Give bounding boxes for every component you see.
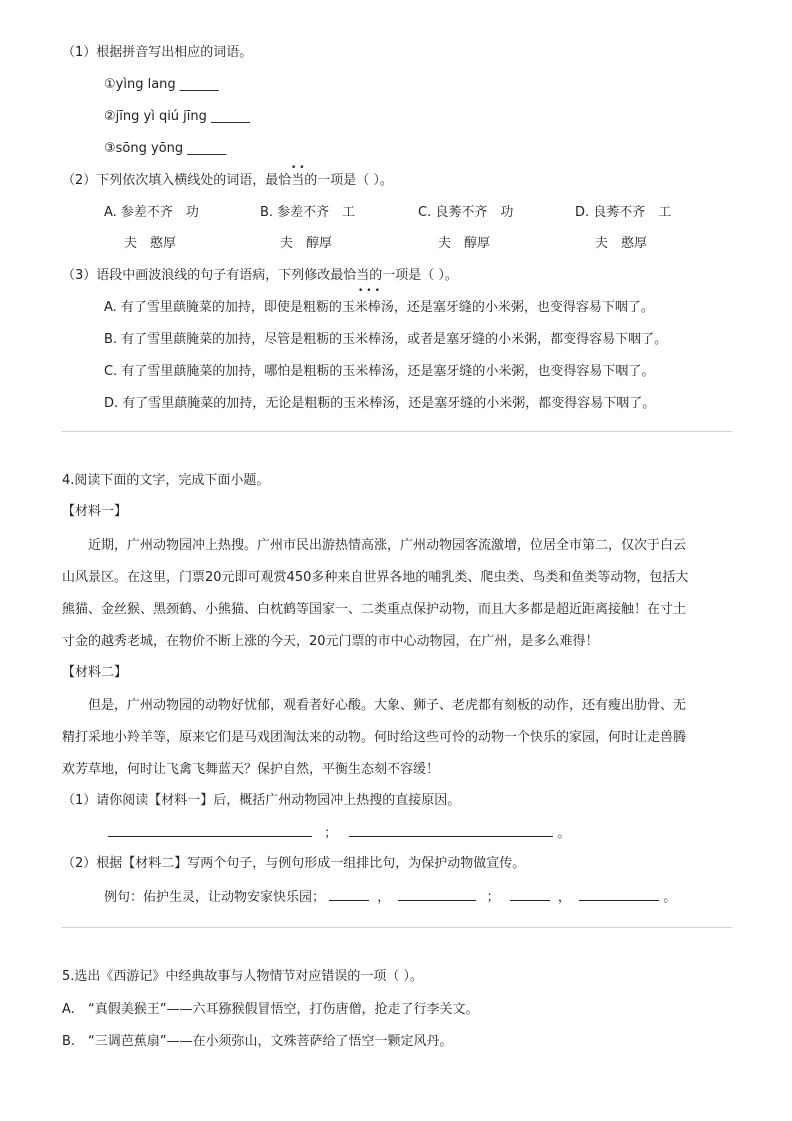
q3-p1-item-1: ①yìng lang ______: [104, 77, 219, 92]
semicolon: ；: [486, 890, 500, 905]
answer-blank[interactable]: [579, 887, 659, 901]
separator: ；: [324, 826, 338, 841]
q4-material-1-line: 山风景区。在这里，门票20元即可观赏450多种来自世界各地的哺乳类、爬虫类、鸟类和鱼类等动物，包括大: [62, 570, 689, 585]
q3-p3-option-d[interactable]: D. 有了雪里蕻腌菜的加持，无论是粗粝的玉米棒汤，还是塞牙缝的小米粥，都变得容易下咽了。: [104, 396, 656, 411]
answer-blank[interactable]: [398, 887, 476, 901]
q4-material-1-label: 【材料一】: [62, 504, 128, 519]
q3-p2-option-a-cont: 夫 憨厚: [124, 236, 177, 251]
q3-p2-option-d-cont: 夫 憨厚: [595, 236, 648, 251]
q3-p1-stem: （1）根据拼音写出相应的词语。: [62, 45, 253, 60]
q4-sub1-answer-line: [108, 823, 570, 843]
q3-p2-option-c-cont: 夫 醇厚: [438, 236, 491, 251]
q3-p2-option-d[interactable]: D. 良莠不齐 工: [575, 205, 672, 220]
comma: ，: [557, 890, 571, 905]
q4-material-1-line: 寸金的越秀老城，在物价不断上涨的今天，20元门票的市中心动物园，在广州，是多么难得！: [62, 634, 599, 649]
q4-material-2-line: 精打采地小羚羊等，原来它们是马戏团淘汰来的动物。何时给这些可怜的动物一个快乐的家园，何时让走兽腾: [62, 730, 687, 745]
q3-p3-option-a[interactable]: A. 有了雪里蕻腌菜的加持，即使是粗粝的玉米棒汤，还是塞牙缝的小米粥，也变得容易下咽了。: [104, 300, 654, 315]
option-letter: A.: [62, 1002, 75, 1017]
option-text: “真假美猴王”——六耳猕猴假冒悟空，打伤唐僧，抢走了行李关文。: [88, 1002, 479, 1017]
q3-p1-item-2: ②jīng yì qiú jīng ______: [104, 109, 251, 124]
q3-p2-stem: （2）下列依次填入横线处的词语，最恰当的一项是（ ）。: [62, 173, 393, 188]
q4-material-1-line: 近期，广州动物园冲上热搜。广州市民出游热情高涨，广州动物园客流激增，位居全市第二，仅次于白云: [88, 538, 687, 553]
q3-p3-stem: （3）语段中画波浪线的句子有语病，下列修改最恰当的一项是（ ）。: [62, 268, 458, 283]
emphasis-dots: •••: [358, 286, 383, 296]
option-text: “三调芭蕉扇”——在小须弥山，文殊菩萨给了悟空一颗定风丹。: [88, 1034, 453, 1049]
q3-p2-option-b-cont: 夫 醇厚: [280, 236, 333, 251]
comma: ，: [377, 890, 391, 905]
q3-p2-option-b[interactable]: B. 参差不齐 工: [260, 205, 356, 220]
q5-option-b[interactable]: [62, 1033, 452, 1051]
q3-p3-option-b[interactable]: B. 有了雪里蕻腌菜的加持，尽管是粗粝的玉米棒汤，或者是塞牙缝的小米粥，都变得容易下咽了。: [104, 332, 668, 347]
q3-p3-option-c[interactable]: C. 有了雪里蕻腌菜的加持，哪怕是粗粝的玉米棒汤，还是塞牙缝的小米粥，也变得容易下咽了。: [104, 364, 655, 379]
answer-blank[interactable]: [510, 887, 550, 901]
answer-blank[interactable]: [108, 823, 312, 837]
q3-p2-option-c[interactable]: C. 良莠不齐 功: [418, 205, 514, 220]
q4-sub2-example-line: [104, 887, 676, 907]
answer-blank[interactable]: [349, 823, 553, 837]
q4-material-2-line: 但是，广州动物园的动物好忧郁，观看者好心酸。大象、狮子、老虎都有刻板的动作，还有瘦出肋骨、无: [88, 698, 687, 713]
option-letter: B.: [62, 1034, 76, 1049]
example-sentence: 例句：佑护生灵，让动物安家快乐园；: [104, 890, 326, 905]
period: 。: [557, 826, 571, 841]
q5-title: 5.选出《西游记》中经典故事与人物情节对应错误的一项（ ）。: [62, 969, 424, 984]
q4-title: 4.阅读下面的文字，完成下面小题。: [62, 473, 270, 488]
q4-material-2-label: 【材料二】: [62, 665, 128, 680]
period: 。: [663, 890, 677, 905]
q4-sub2-stem: （2）根据【材料二】写两个句子，与例句形成一组排比句，为保护动物做宣传。: [62, 856, 526, 871]
q4-material-2-line: 欢芳草地，何时让飞禽飞舞蓝天？保护自然，平衡生态刻不容缓！: [62, 762, 440, 777]
divider: [62, 431, 732, 432]
q4-sub1-stem: （1）请你阅读【材料一】后，概括广州动物园冲上热搜的直接原因。: [62, 793, 461, 808]
divider: [62, 927, 732, 928]
answer-blank[interactable]: [329, 887, 369, 901]
q5-option-a[interactable]: [62, 1001, 478, 1019]
q3-p2-option-a[interactable]: A. 参差不齐 功: [104, 205, 199, 220]
q4-material-1-line: 熊猫、金丝猴、黑颈鹤、小熊猫、白枕鹤等国家一、二类重点保护动物，而且大多都是超近距离接触！在寸土: [62, 602, 687, 617]
emphasis-dots: ••: [291, 163, 308, 173]
q3-p1-item-3: ③sōng yōng ______: [104, 141, 227, 156]
